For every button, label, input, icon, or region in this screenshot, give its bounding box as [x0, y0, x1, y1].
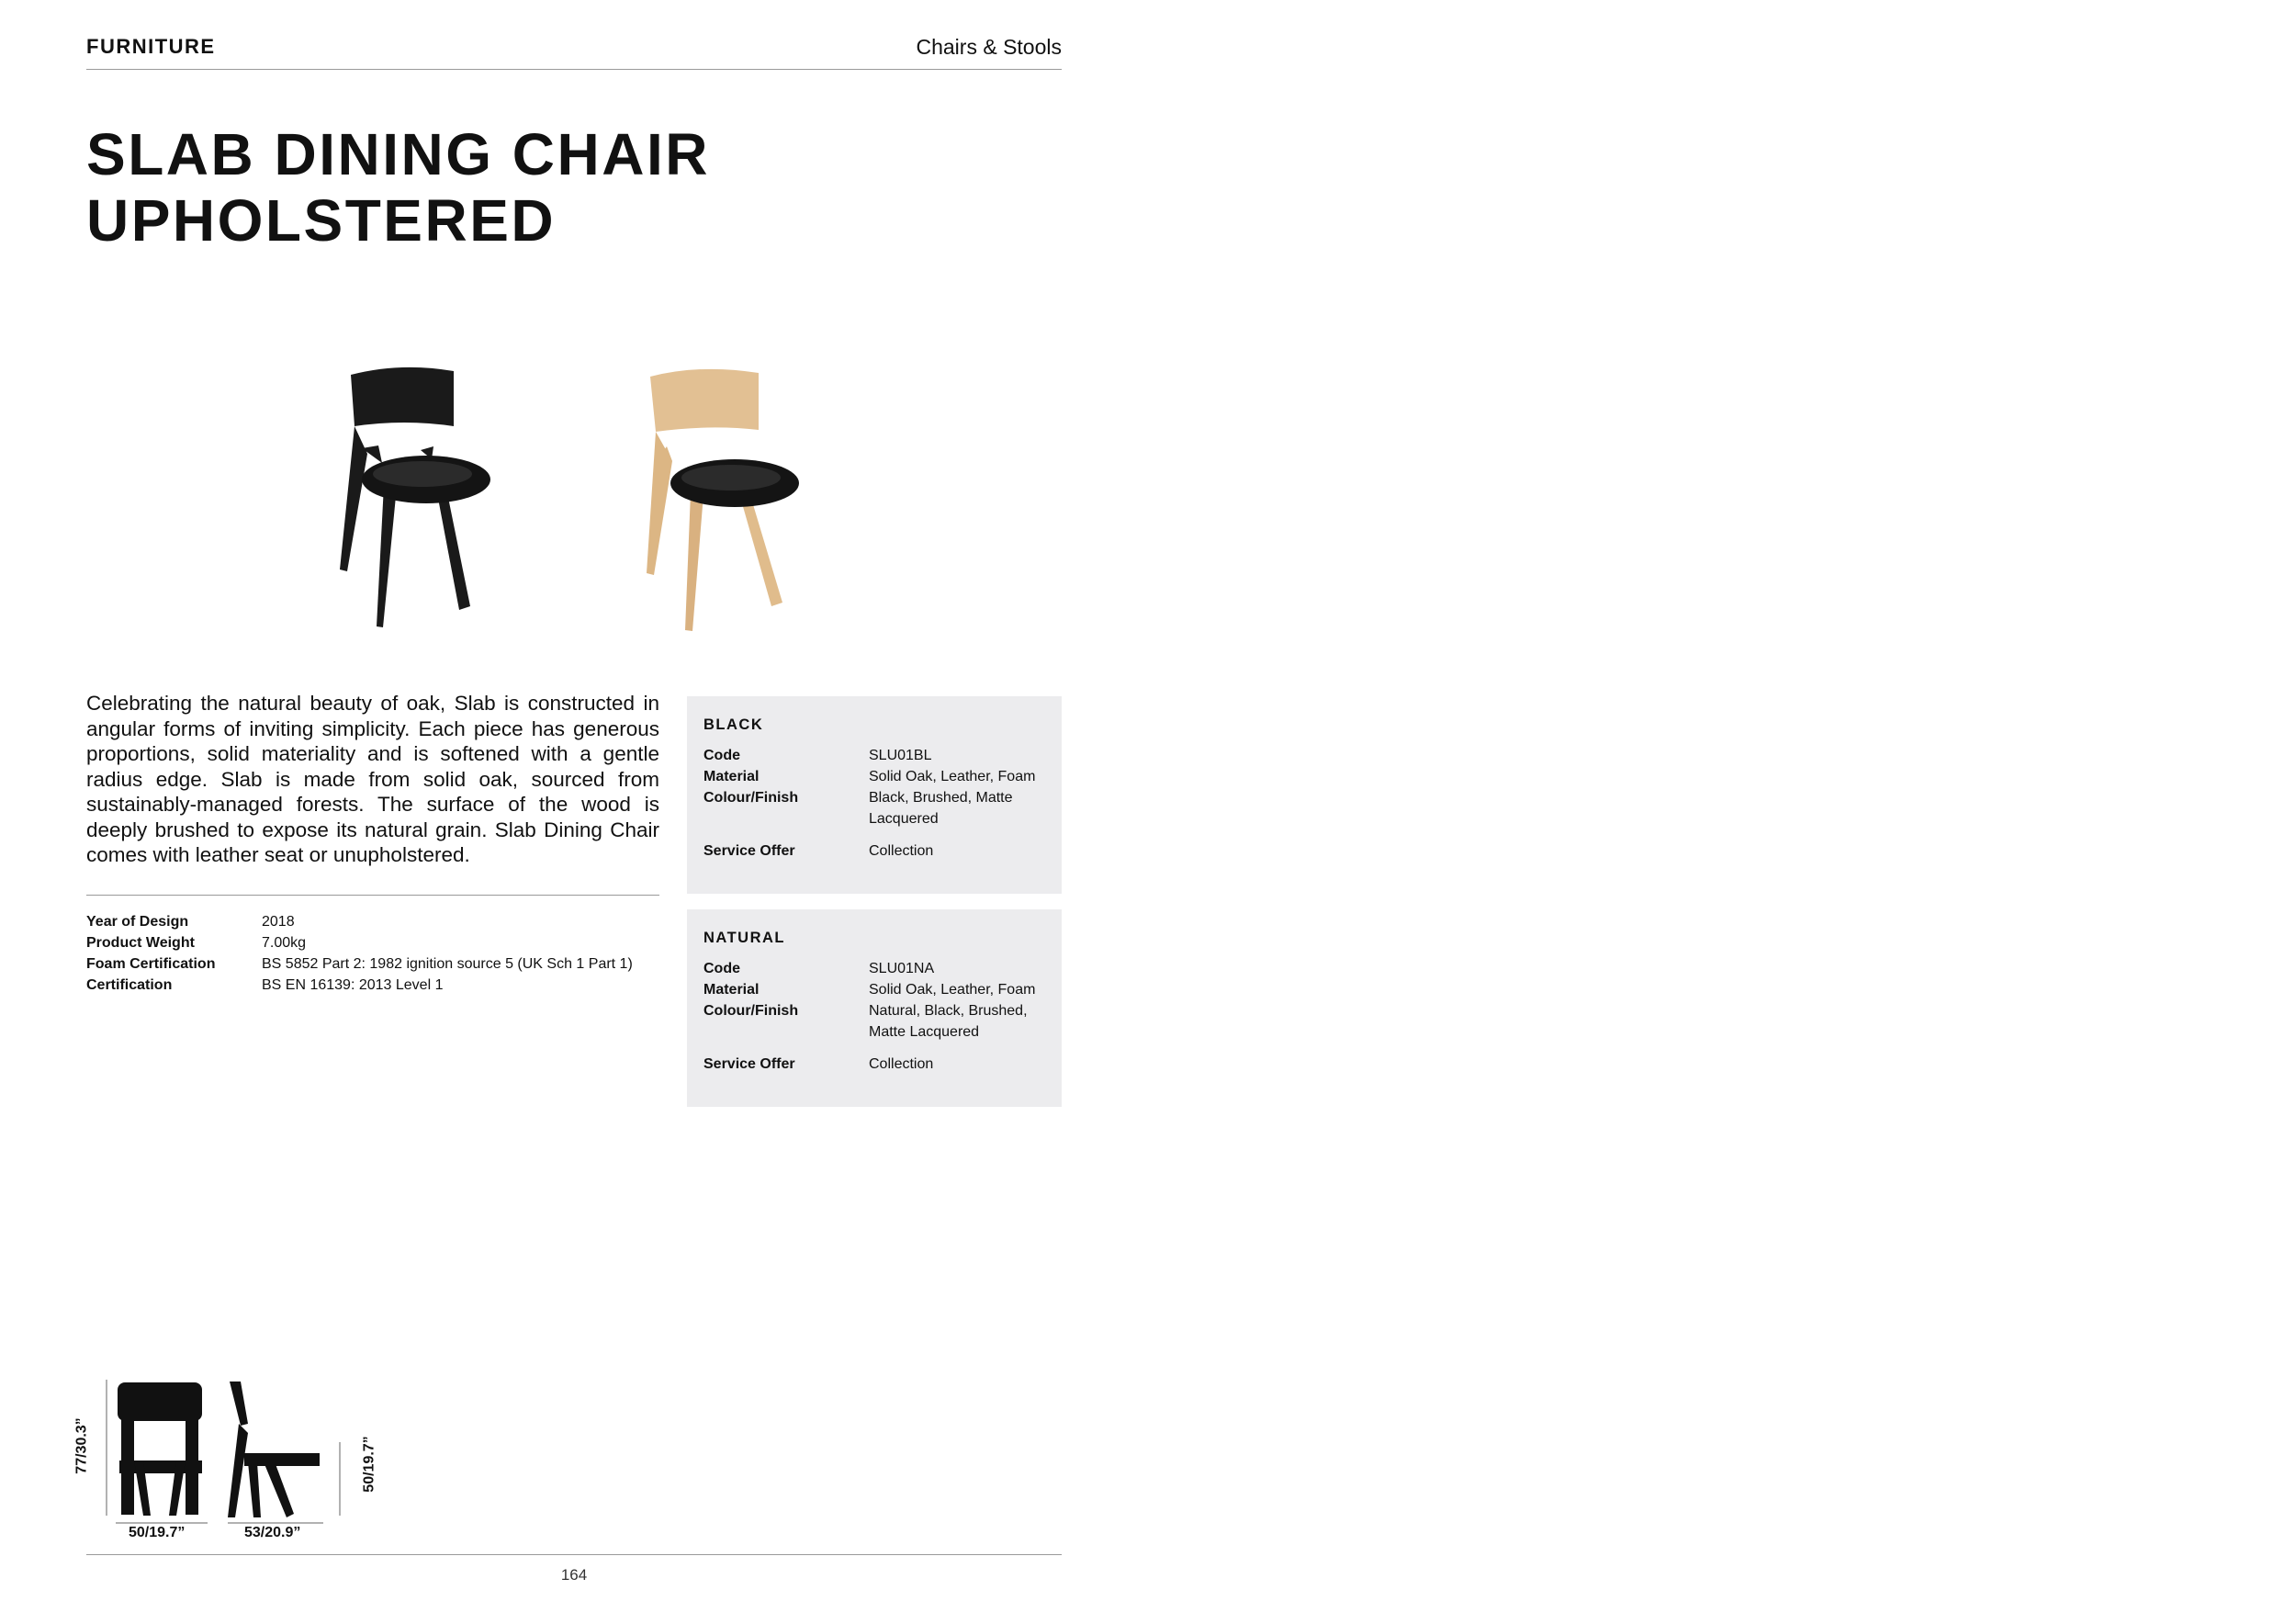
footer-divider [86, 1554, 1062, 1555]
variant-label: Code [703, 961, 740, 976]
variant-material: Solid Oak, Leather, Foam [869, 982, 1036, 998]
variant-code: SLU01NA [869, 961, 935, 976]
spec-value: 2018 [262, 914, 295, 930]
variant-label: Code [703, 748, 740, 763]
spec-value: 7.00kg [262, 935, 307, 951]
spec-row [86, 932, 633, 953]
variant-finish: Black, Brushed, Matte Lacquered [869, 790, 1013, 827]
variant-row-finish [703, 1000, 1045, 1043]
section-label: FURNITURE [86, 35, 216, 58]
variant-label: Material [703, 769, 760, 784]
spec-value: BS EN 16139: 2013 Level 1 [262, 977, 444, 993]
variant-row-finish [703, 787, 1045, 829]
variant-label: Colour/Finish [703, 790, 799, 806]
product-description: Celebrating the natural beauty of oak, Slab is constructed in angular forms of inviting simplicity. Each piece has generous proportions, solid materiality and is softened with a gentle radius edge. Slab is made from solid oak, sourced from sustainably-managed forests. The surface of the wood is deeply brushed to expose its natural grain. Slab Dining Chair comes with leather seat or unupholstered. [86, 692, 659, 866]
variant-service: Collection [869, 843, 934, 859]
variant-label: Colour/Finish [703, 1003, 799, 1019]
variant-title: NATURAL [703, 930, 786, 946]
variant-material: Solid Oak, Leather, Foam [869, 769, 1036, 784]
dimension-depth: 53/20.9” [244, 1525, 301, 1540]
header-divider [86, 69, 1062, 70]
spec-row [86, 953, 633, 975]
variant-row-material [703, 766, 1045, 787]
description-divider [86, 895, 659, 896]
variant-label: Service Offer [703, 843, 795, 859]
variant-title: BLACK [703, 716, 764, 733]
title-line-2: UPHOLSTERED [86, 187, 557, 254]
spec-row [86, 911, 633, 932]
spec-row [86, 975, 633, 996]
variant-card-natural [687, 909, 1062, 1107]
variant-row-material [703, 979, 1045, 1000]
spec-list [86, 911, 633, 996]
spec-value: BS 5852 Part 2: 1982 ignition source 5 (UK Sch 1 Part 1) [262, 956, 633, 972]
spec-label: Foam Certification [86, 956, 216, 972]
variant-label: Material [703, 982, 760, 998]
page-number: 164 [560, 1566, 588, 1584]
variant-row-service [703, 1054, 1045, 1075]
chair-dimension-silhouettes [73, 1323, 367, 1552]
dimension-seat-height: 50/19.7” [361, 1436, 377, 1493]
variant-finish: Natural, Black, Brushed, Matte Lacquered [869, 1003, 1028, 1040]
variant-service: Collection [869, 1056, 934, 1072]
dimension-height: 77/30.3” [73, 1417, 90, 1474]
dimension-drawing [73, 1323, 377, 1552]
title-line-1: SLAB DINING CHAIR [86, 121, 710, 187]
black-chair-image [331, 358, 533, 643]
variant-row-service [703, 840, 1045, 862]
variant-code: SLU01BL [869, 748, 932, 763]
variant-row-code [703, 745, 1045, 766]
spec-label: Certification [86, 977, 173, 993]
spec-label: Product Weight [86, 935, 195, 951]
natural-chair-image [634, 358, 827, 643]
variant-row-code [703, 958, 1045, 979]
variant-label: Service Offer [703, 1056, 795, 1072]
spec-label: Year of Design [86, 914, 189, 930]
dimension-width: 50/19.7” [129, 1525, 186, 1540]
product-title [86, 121, 913, 254]
category-label: Chairs & Stools [916, 35, 1062, 59]
variant-card-black [687, 696, 1062, 894]
